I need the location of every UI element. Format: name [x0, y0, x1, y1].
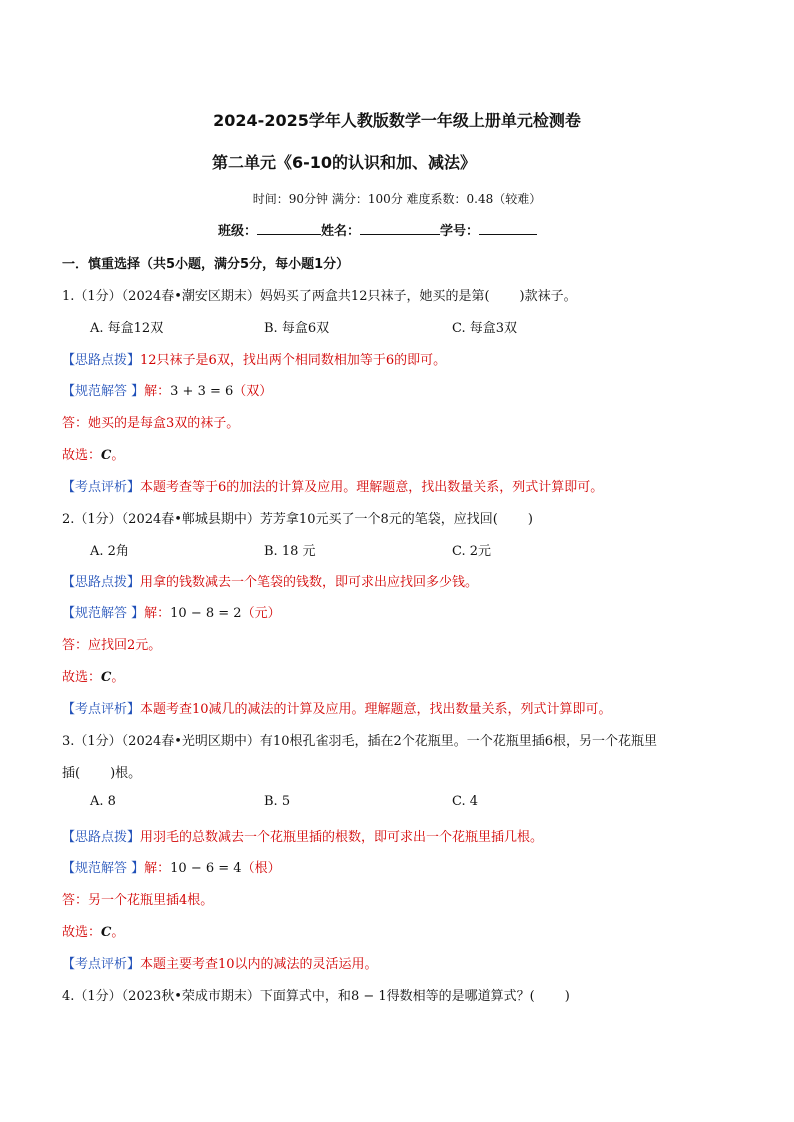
section-heading: 一．慎重选择（共5小题，满分5分，每小题1分） — [62, 257, 350, 272]
review-tag: 【考点评析】 — [62, 480, 141, 495]
question-2-option-a[interactable]: A. 2角 — [90, 544, 129, 559]
question-3-option-c[interactable]: C. 4 — [452, 794, 479, 809]
question-2-answer: 答：应找回2元。 — [62, 638, 162, 653]
id-blank[interactable] — [479, 221, 537, 235]
question-4-stem: 4.（1分）（2023秋•荣成市期末）下面算式中，和8 − 1得数相等的是哪道算式？( ) — [62, 989, 570, 1004]
question-2-choice: 故选：C。 — [62, 670, 125, 685]
question-1-solution: 【规范解答 】解：3 + 3 = 6（双） — [62, 384, 273, 399]
question-3-stem: 3.（1分）（2024春•光明区期中）有10根孔雀羽毛，插在2个花瓶里。一个花瓶里插6根，另一个花瓶里 — [62, 734, 658, 749]
question-2-review: 【考点评析】本题考查10减几的减法的计算及应用。理解题意，找出数量关系，列式计算即可。 — [62, 702, 612, 717]
name-blank[interactable] — [360, 221, 440, 235]
question-2-stem: 2.（1分）（2024春•郸城县期中）芳芳拿10元买了一个8元的笔袋，应找回( ) — [62, 512, 533, 527]
question-1-option-c[interactable]: C. 每盒3双 — [452, 321, 518, 336]
class-blank[interactable] — [257, 221, 321, 235]
question-1-option-b[interactable]: B. 每盒6双 — [264, 321, 330, 336]
question-2-solution: 【规范解答 】解：10 − 8 = 2（元） — [62, 606, 281, 621]
question-3-solution: 【规范解答 】解：10 − 6 = 4（根） — [62, 861, 281, 876]
page-subtitle: 第二单元《6-10的认识和加、减法》 — [212, 153, 477, 172]
question-1-choice: 故选：C。 — [62, 448, 125, 463]
question-3-option-b[interactable]: B. 5 — [264, 794, 291, 809]
student-info-row — [218, 220, 537, 239]
question-3-review: 【考点评析】本题主要考查10以内的减法的灵活运用。 — [62, 957, 378, 972]
question-3-answer: 答：另一个花瓶里插4根。 — [62, 893, 214, 908]
solution-tag: 【规范解答 】 — [62, 384, 145, 399]
question-2-option-c[interactable]: C. 2元 — [452, 544, 492, 559]
class-label: 班级： — [218, 224, 258, 239]
question-3-option-a[interactable]: A. 8 — [90, 794, 116, 809]
question-1-review: 【考点评析】本题考查等于6的加法的计算及应用。理解题意，找出数量关系，列式计算即可。 — [62, 480, 604, 495]
id-label: 学号： — [440, 224, 480, 239]
question-3-choice: 故选：C。 — [62, 925, 125, 940]
name-label: 姓名： — [321, 224, 361, 239]
question-1-hint: 【思路点拨】12只袜子是6双，找出两个相同数相加等于6的即可。 — [62, 353, 447, 368]
question-2-hint: 【思路点拨】用拿的钱数减去一个笔袋的钱数，即可求出应找回多少钱。 — [62, 575, 479, 590]
question-1-option-a[interactable]: A. 每盒12双 — [90, 321, 164, 336]
question-3-hint: 【思路点拨】用羽毛的总数减去一个花瓶里插的根数，即可求出一个花瓶里插几根。 — [62, 830, 544, 845]
exam-meta: 时间：90分钟 满分：100分 难度系数：0.48（较难） — [252, 192, 542, 206]
question-2-option-b[interactable]: B. 18 元 — [264, 544, 316, 559]
question-1-stem: 1.（1分）（2024春•潮安区期末）妈妈买了两盒共12只袜子，她买的是第( )款袜子。 — [62, 289, 577, 304]
question-1-answer: 答：她买的是每盒3双的袜子。 — [62, 416, 240, 431]
hint-tag: 【思路点拨】 — [62, 353, 141, 368]
page-title: 2024-2025学年人教版数学一年级上册单元检测卷 — [213, 111, 581, 130]
question-3-stem-line2: 插( )根。 — [62, 766, 142, 781]
